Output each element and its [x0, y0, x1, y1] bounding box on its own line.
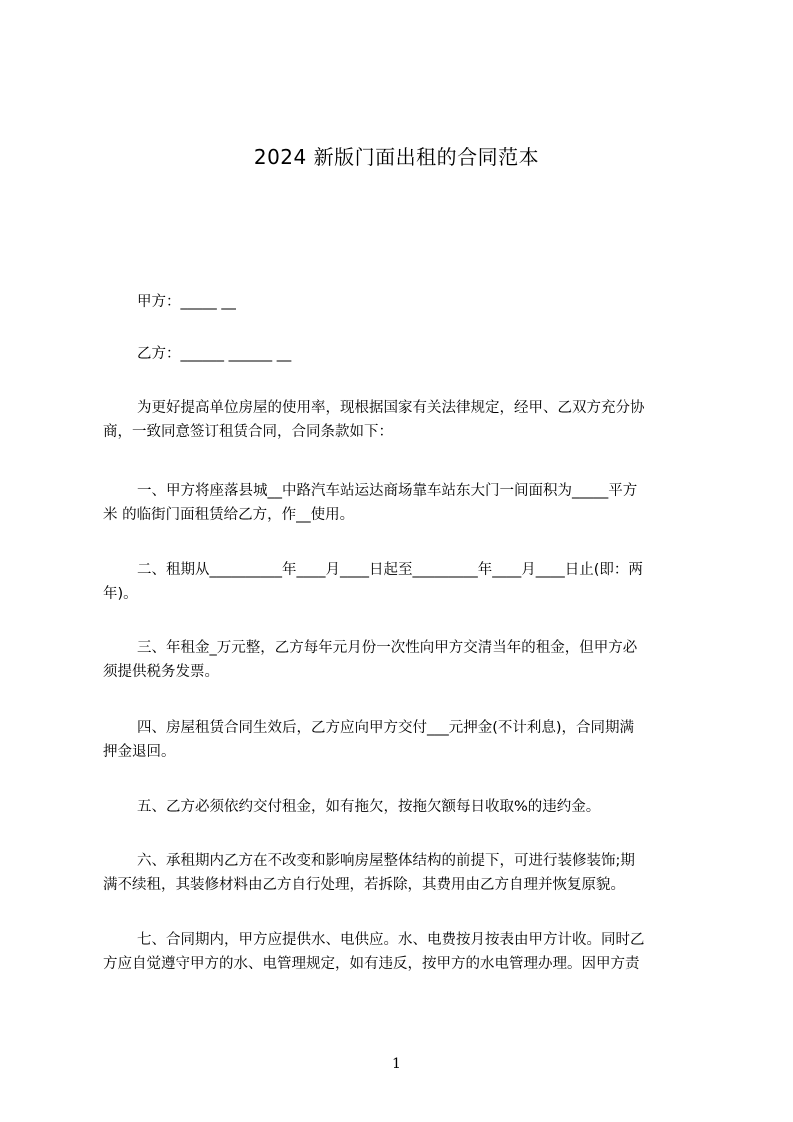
- document-title: 2024 新版门面出租的合同范本: [253, 145, 540, 169]
- clause-2-paragraph: [103, 558, 700, 606]
- paragraph-line: 五、乙方必须依约交付租金，如有拖欠，按拖欠额每日收取%的违约金。: [137, 799, 601, 815]
- paragraph-line: 一、甲方将座落县城__中路汽车站运达商场靠车站东大门一间面积为_____平方: [137, 483, 638, 499]
- party-b-line: 乙方：______ ______ __: [137, 346, 292, 362]
- paragraph-line: 须提供税务发票。: [103, 664, 219, 680]
- clause-7-paragraph: [103, 928, 700, 976]
- paragraph-line: 三、年租金_万元整，乙方每年元月份一次性向甲方交清当年的租金，但甲方必: [137, 640, 638, 656]
- paragraph-line: 押金退回。: [103, 744, 176, 760]
- paragraph-line: 方应自觉遵守甲方的水、电管理规定，如有违反，按甲方的水电管理办理。因甲方责: [103, 956, 640, 972]
- paragraph-line: 商，一致同意签订租赁合同，合同条款如下：: [103, 424, 393, 440]
- page-number: 1: [392, 1056, 401, 1072]
- clause-5-paragraph: [103, 795, 700, 819]
- clause-6-paragraph: [103, 849, 700, 897]
- paragraph-line: 四、房屋租赁合同生效后，乙方应向甲方交付___元押金(不计利息)，合同期满: [137, 720, 635, 736]
- paragraph-line: 年)。: [103, 586, 138, 602]
- paragraph-line: 七、合同期内，甲方应提供水、电供应。水、电费按月按表由甲方计收。同时乙: [137, 932, 645, 948]
- paragraph-line: 为更好提高单位房屋的使用率，现根据国家有关法律规定，经甲、乙双方充分协: [137, 400, 645, 416]
- intro-paragraph: [103, 396, 700, 444]
- paragraph-line: 二、租期从__________年____月____日起至_________年____月____日止(即：两: [137, 562, 643, 578]
- clause-3-paragraph: [103, 636, 700, 684]
- paragraph-line: 满不续租，其装修材料由乙方自行处理，若拆除，其费用由乙方自理并恢复原貌。: [103, 877, 625, 893]
- paragraph-line: 六、承租期内乙方在不改变和影响房屋整体结构的前提下，可进行装修装饰;期: [137, 853, 635, 869]
- clause-1-paragraph: [103, 479, 700, 527]
- party-a-line: 甲方：_____ __: [137, 294, 236, 310]
- paragraph-line: 米 的临街门面租赁给乙方，作__使用。: [103, 507, 355, 523]
- clause-4-paragraph: [103, 716, 700, 764]
